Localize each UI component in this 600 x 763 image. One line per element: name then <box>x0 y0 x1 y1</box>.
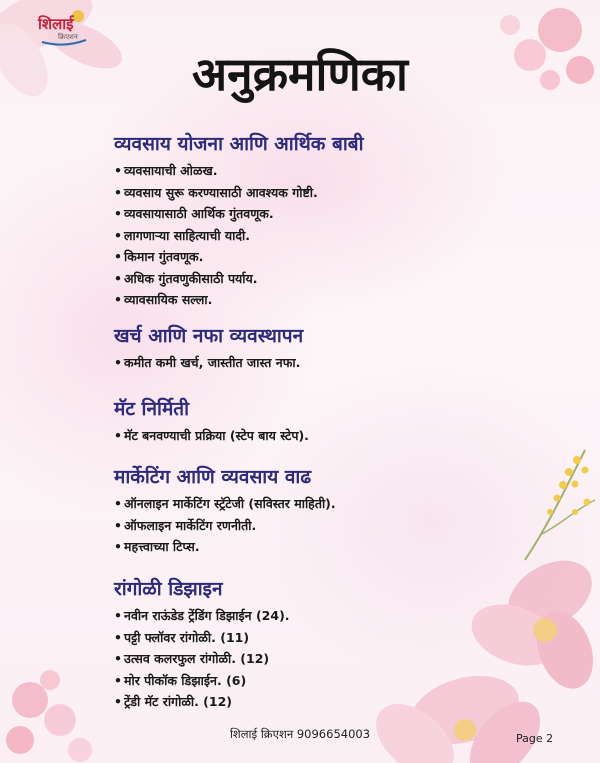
flower-bottom-left-decoration <box>0 660 115 763</box>
list-item: • ऑफलाइन मार्केटिंग रणनीती. <box>114 517 257 533</box>
section-items <box>114 425 309 447</box>
footer-contact: शिलाई क्रिएशन 9096654003 <box>229 727 371 741</box>
section-items <box>114 352 303 374</box>
list-item: • व्यवसायाची ओळख. <box>114 163 218 178</box>
section-marketing <box>114 463 336 558</box>
section-heading: मार्केटिंग आणि व्यवसाय वाढ <box>114 466 312 488</box>
list-item: • व्यावसायिक सल्ला. <box>114 292 213 307</box>
list-item: • किमान गुंतवणूक. <box>114 249 204 264</box>
page-number: Page 2 <box>516 732 554 745</box>
section-items <box>114 605 290 713</box>
section-cost-profit <box>114 322 303 374</box>
section-heading: खर्च आणि नफा व्यवस्थापन <box>114 325 304 347</box>
section-mat-making <box>114 395 309 447</box>
list-item: • ट्रेंडी मॅट रांगोळी. (12) <box>114 694 232 709</box>
list-item: • उत्सव कलरफुल रांगोळी. (12) <box>114 651 270 666</box>
section-items <box>114 160 364 311</box>
list-item: • नवीन राऊंडेड ट्रेंडिंग डिझाईन (24). <box>114 608 290 623</box>
logo-text: शिलाई <box>38 15 74 33</box>
list-item: • पट्टी फ्लॉवर रांगोळी. (11) <box>114 629 250 645</box>
section-business-plan <box>114 130 364 311</box>
section-heading: व्यवसाय योजना आणि आर्थिक बाबी <box>114 133 364 155</box>
section-heading: रांगोळी डिझाइन <box>114 578 223 600</box>
list-item: • कमीत कमी खर्च, जास्तीत जास्त नफा. <box>114 355 301 370</box>
list-item: • व्यवसायासाठी आर्थिक गुंतवणूक. <box>114 206 274 221</box>
list-item: • अधिक गुंतवणुकीसाठी पर्याय. <box>114 270 258 286</box>
list-item: • मॅट बनवण्याची प्रक्रिया (स्टेप बाय स्टेप). <box>114 428 309 443</box>
list-item: • महत्त्वाच्या टिप्स. <box>114 539 200 554</box>
list-item: • व्यवसाय सुरू करण्यासाठी आवश्यक गोष्टी. <box>114 184 318 200</box>
section-items <box>114 493 336 558</box>
list-item: • लागणाऱ्या साहित्याची यादी. <box>114 227 251 243</box>
section-rangoli-design <box>114 575 290 713</box>
page-title: अनुक्रमणिका <box>192 47 408 101</box>
list-item: • ऑनलाइन मार्केटिंग स्ट्रॅटेजी (सविस्तर माहिती). <box>114 496 336 511</box>
section-heading: मॅट निर्मिती <box>114 398 190 420</box>
logo-subtext: क्रिएशन <box>58 33 78 41</box>
list-item: • मोर पीकॉक डिझाईन. (6) <box>114 672 247 688</box>
